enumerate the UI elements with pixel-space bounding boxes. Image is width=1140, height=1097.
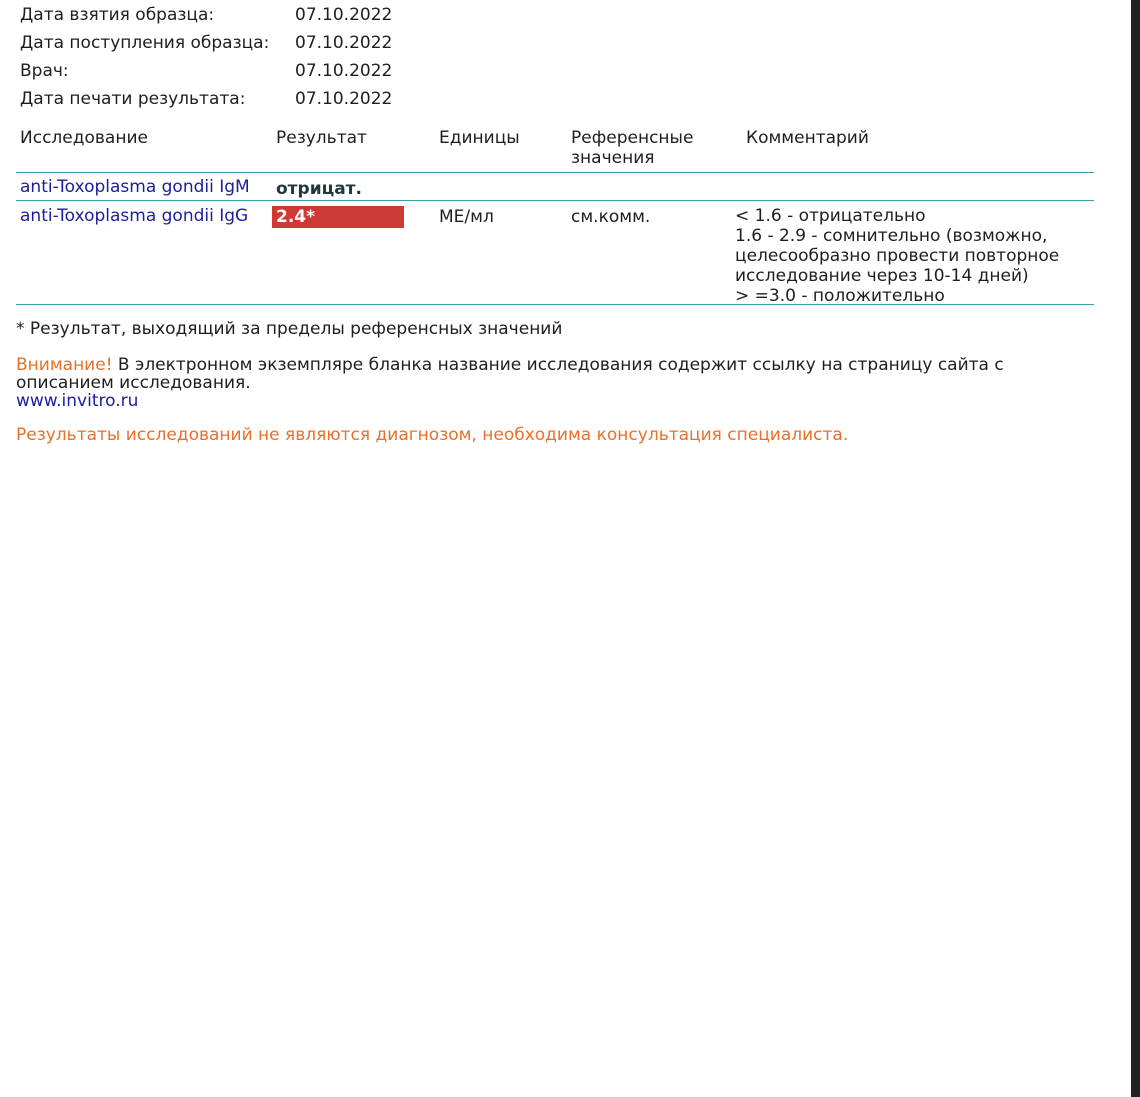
result-value: отрицат.	[276, 179, 362, 199]
header-comment: Комментарий	[746, 128, 869, 148]
meta-value: 07.10.2022	[295, 5, 393, 25]
meta-row-receipt-date	[20, 32, 392, 60]
meta-value: 07.10.2022	[295, 61, 393, 81]
meta-row-doctor	[20, 60, 392, 88]
units-value: МЕ/мл	[439, 207, 494, 227]
header-reference	[571, 128, 693, 168]
test-link-igg[interactable]: anti-Toxoplasma gondii IgG	[20, 206, 249, 226]
reference-value: см.комм.	[571, 207, 651, 227]
site-link[interactable]: www.invitro.ru	[16, 391, 139, 411]
test-link-igm[interactable]: anti-Toxoplasma gondii IgM	[20, 177, 250, 197]
comment-line: целесообразно провести повторное	[735, 246, 1060, 266]
comment-line: исследование через 10-14 дней)	[735, 266, 1029, 286]
comment-text	[735, 206, 1059, 306]
table-row	[16, 173, 1094, 201]
results-table	[16, 126, 1094, 305]
sample-info	[20, 4, 392, 116]
comment-line: 1.6 - 2.9 - сомнительно (возможно,	[735, 226, 1048, 246]
header-reference-line1: Референсные	[571, 128, 694, 148]
header-reference-line2: значения	[571, 148, 655, 168]
out-of-range-note: * Результат, выходящий за пределы референсных значений	[16, 319, 563, 339]
meta-row-sample-date	[20, 4, 392, 32]
meta-row-print-date	[20, 88, 392, 116]
page-edge-divider	[1131, 0, 1140, 1097]
header-test: Исследование	[20, 128, 148, 148]
table-row	[16, 201, 1094, 305]
meta-label: Дата взятия образца:	[20, 5, 215, 25]
disclaimer: Результаты исследований не являются диагнозом, необходима консультация специалиста.	[16, 425, 849, 445]
comment-line: < 1.6 - отрицательно	[735, 206, 926, 226]
warning-label: Внимание!	[16, 355, 113, 375]
header-result: Результат	[276, 128, 367, 148]
meta-label: Дата печати результата:	[20, 89, 246, 109]
meta-value: 07.10.2022	[295, 89, 393, 109]
warning-text: В электронном экземпляре бланка название исследования содержит ссылку на страницу сайта с описанием исследования.	[16, 355, 1004, 393]
comment-line: > =3.0 - положительно	[735, 286, 945, 306]
meta-label: Врач:	[20, 61, 69, 81]
meta-label: Дата поступления образца:	[20, 33, 270, 53]
abnormal-result-value: 2.4*	[272, 206, 404, 228]
warning-notice	[16, 356, 1101, 410]
header-units: Единицы	[439, 128, 520, 148]
meta-value: 07.10.2022	[295, 33, 393, 53]
table-header	[16, 126, 1094, 173]
